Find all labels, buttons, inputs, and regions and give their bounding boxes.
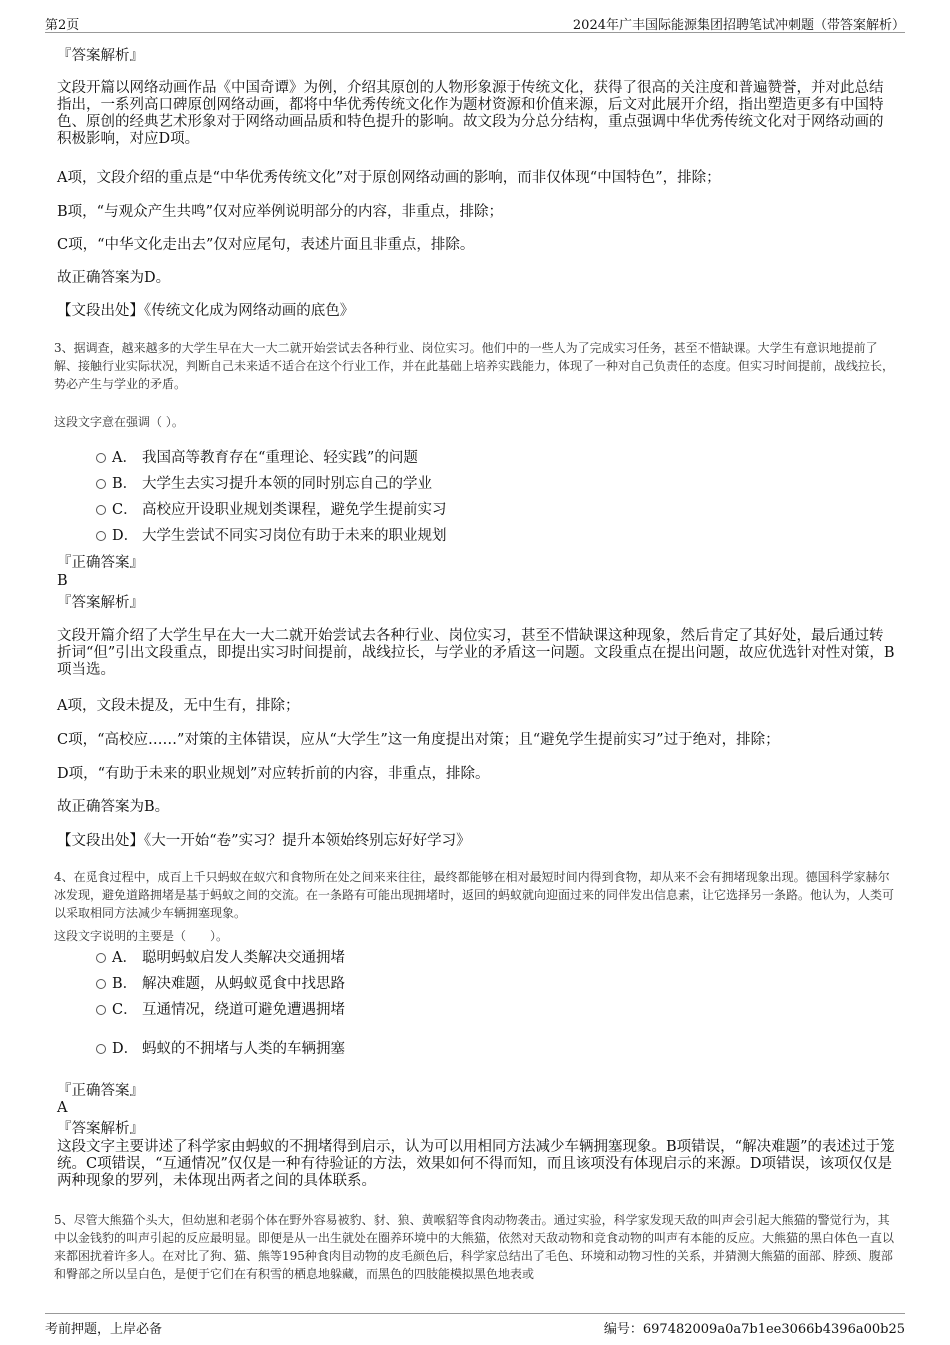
q4-analysis-label: 『答案解析』 [57,1121,144,1137]
q3-option-d-note: D项，“有助于未来的职业规划”对应转折前的内容，非重点，排除。 [57,766,490,782]
radio-button-icon[interactable] [96,1005,106,1015]
q4-option-d[interactable]: D． 蚂蚁的不拥堵与人类的车辆拥塞 [96,1040,345,1058]
page-header [45,10,905,33]
page-number: 第2页 [45,18,80,33]
q3-answer: B [57,573,68,589]
q3-option-c-note: C项，“高校应……”对策的主体错误，应从“大学生”这一角度提出对策；且“避免学生提前实习”过于绝对，排除； [57,732,780,748]
document-id: 编号：697482009a0a7b1ee3066b4396a00b25 [603,1322,905,1337]
q3-analysis: 文段开篇介绍了大学生早在大一大二就开始尝试去各种行业、岗位实习，甚至不惜缺课这种现象，然后肯定了其好处，最后通过转折词“但”引出文段重点，即提出实习时间提前，战线拉长，与学业的矛盾这一问题。文段重点在提出问题，故应优选针对性对策，B项当选。 [57,628,895,678]
q4-option-a[interactable]: A． 聪明蚂蚁启发人类解决交通拥堵 [96,949,345,967]
radio-button-icon[interactable] [96,453,106,463]
q4-answer: A [57,1100,68,1116]
q3-option-a-note: A项，文段未提及，无中生有，排除； [57,698,300,714]
q3-source: 【文段出处】《大一开始“卷”实习？提升本领始终别忘好好学习》 [57,833,471,849]
radio-button-icon[interactable] [96,531,106,541]
q2-option-b-note: B项，“与观众产生共鸣”仅对应举例说明部分的内容，非重点，排除； [57,204,503,220]
q3-option-a[interactable]: A． 我国高等教育存在“重理论、轻实践”的问题 [96,449,418,467]
q2-analysis: 文段开篇以网络动画作品《中国奇谭》为例，介绍其原创的人物形象源于传统文化，获得了很高的关注度和普遍赞誉，并对此总结指出，一系列高口碑原创网络动画，都将中华优秀传统文化作为题材资源和价值来源，后文对此展开介绍，指出塑造更多有中国特色、原创的经典艺术形象对于网络动画品质和特色提升的影响。故文段为分总分结构，重点强调中华优秀传统文化对于网络动画的积极影响，对应D项。 [57,80,884,147]
q2-option-a-note: A项，文段介绍的重点是“中华优秀传统文化”对于原创网络动画的影响，而非仅体现“中国特色”，排除； [57,170,721,186]
q3-analysis-label: 『答案解析』 [57,595,144,611]
q3-conclusion: 故正确答案为B。 [57,799,170,815]
q4-option-b[interactable]: B． 解决难题，从蚂蚁觅食中找思路 [96,975,345,993]
q4-analysis: 这段文字主要讲述了科学家由蚂蚁的不拥堵得到启示，认为可以用相同方法减少车辆拥塞现象。B项错误，“解决难题”的表述过于笼统。C项错误，“互通情况”仅仅是一种有待验证的方法，效果如何不得而知，而且该项没有体现启示的来源。D项错误，该项仅仅是两种现象的罗列，未体现出两者之间的具体联系。 [57,1139,895,1189]
radio-button-icon[interactable] [96,953,106,963]
page-footer [45,1313,905,1336]
q3-option-c[interactable]: C． 高校应开设职业规划类课程，避免学生提前实习 [96,501,447,519]
q2-option-c-note: C项，“中华文化走出去”仅对应尾句，表述片面且非重点，排除。 [57,237,475,253]
radio-button-icon[interactable] [96,1044,106,1054]
q3-option-d[interactable]: D． 大学生尝试不同实习岗位有助于未来的职业规划 [96,527,447,545]
q2-analysis-label: 『答案解析』 [57,48,144,64]
q3-answer-label: 『正确答案』 [57,555,144,571]
radio-button-icon[interactable] [96,979,106,989]
radio-button-icon[interactable] [96,479,106,489]
q4-question: 这段文字说明的主要是（ ）。 [54,929,229,943]
footer-slogan: 考前押题，上岸必备 [45,1322,163,1337]
q4-answer-label: 『正确答案』 [57,1083,144,1099]
q2-source: 【文段出处】《传统文化成为网络动画的底色》 [57,303,355,319]
q2-conclusion: 故正确答案为D。 [57,270,171,286]
q3-stem: 3、据调查，越来越多的大学生早在大一大二就开始尝试去各种行业、岗位实习。他们中的一些人为了完成实习任务，甚至不惜缺课。大学生有意识地提前了解、接触行业实际状况，判断自己未来适不适合在这个行业工作，并在此基础上培养实践能力，体现了一种对自己负责任的态度。但实习时间提前，战线拉长，势必产生与学业的矛盾。 [54,341,895,391]
q4-option-c[interactable]: C． 互通情况，绕道可避免遭遇拥堵 [96,1001,345,1019]
q5-stem: 5、尽管大熊猫个头大，但幼崽和老弱个体在野外容易被豹、豺、狼、黄喉貂等食肉动物袭击。通过实验，科学家发现天敌的叫声会引起大熊猫的警觉行为，其中以金钱豹的叫声引起的反应最明显。即便是从一出生就处在圈养环境中的大熊猫，依然对天敌动物和竞食动物的叫声有本能的反应。大熊猫的黑白体色一直以来都困扰着许多人。在对比了狗、猫、熊等195种食肉目动物的皮毛颜色后，科学家总结出了毛色、环境和动物习性的关系，并猜测大熊猫的面部、脖颈、腹部和臀部之所以呈白色，是便于它们在有积雪的栖息地躲藏，而黑色的四肢能模拟黑色地表或 [54,1213,895,1281]
q3-question: 这段文字意在强调（ ）。 [54,415,184,429]
document-title: 2024年广丰国际能源集团招聘笔试冲刺题（带答案解析） [572,18,905,33]
q3-option-b[interactable]: B． 大学生去实习提升本领的同时别忘自己的学业 [96,475,432,493]
q4-stem: 4、在觅食过程中，成百上千只蚂蚁在蚁穴和食物所在处之间来来往往，最终都能够在相对最短时间内得到食物，却从来不会有拥堵现象出现。德国科学家赫尔冰发现，避免道路拥堵是基于蚂蚁之间的交流。在一条路有可能出现拥堵时，返回的蚂蚁就向迎面过来的同伴发出信息素，让它选择另一条路。他认为，人类可以采取相同方法减少车辆拥塞现象。 [54,870,895,920]
radio-button-icon[interactable] [96,505,106,515]
